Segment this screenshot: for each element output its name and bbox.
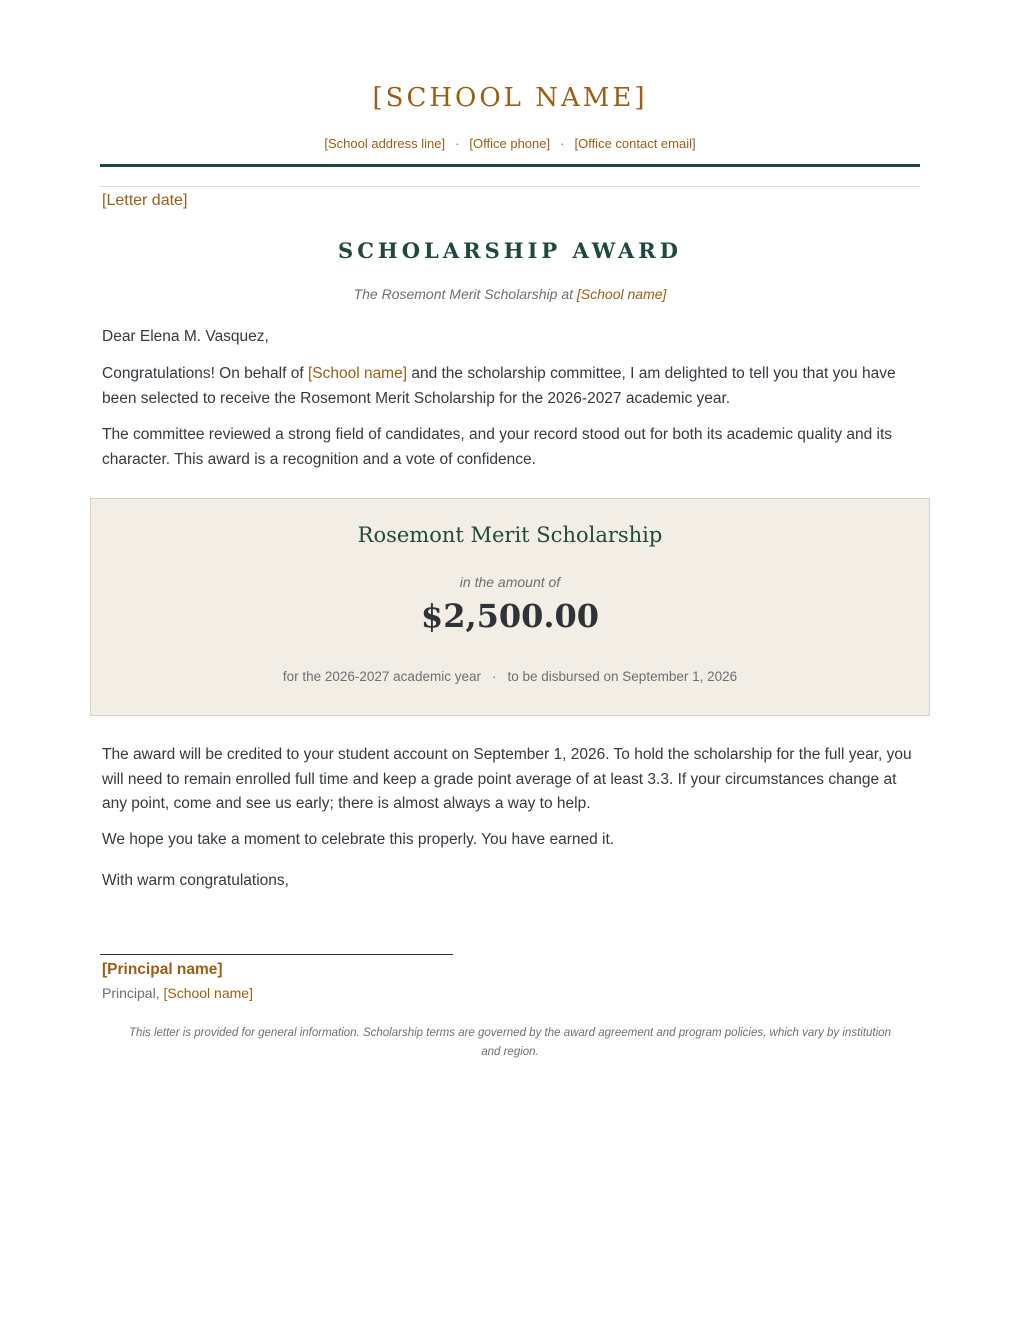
closing: With warm congratulations, xyxy=(102,872,289,889)
principal-title-text: Principal, xyxy=(102,985,164,1001)
office-phone: [Office phone] xyxy=(469,136,551,151)
header-divider xyxy=(100,186,920,187)
paragraph-text: Congratulations! On behalf of xyxy=(102,365,308,382)
contact-line xyxy=(100,136,920,151)
award-separator: · xyxy=(491,669,497,684)
letter-page xyxy=(100,0,920,1320)
signature-line xyxy=(100,954,453,955)
contact-separator: · xyxy=(560,136,565,151)
award-amount: $2,500.00 xyxy=(420,597,600,635)
award-details xyxy=(91,669,929,684)
paragraph-text: and the scholarship committee, I am delighted to tell you that you have been selected to receive the Rosemont Merit Scholarship for the 2026-2027 academic year. xyxy=(102,365,896,407)
school-name-placeholder: [School name] xyxy=(307,365,408,382)
award-box xyxy=(90,498,930,716)
paragraph-terms: The award will be credited to your student account on September 1, 2026. To hold the scholarship for the full year, you will need to remain enrolled full time and keep a grade point average of at least 3.3. If your circumstances change at any point, come and see us early; there is almost always a way to help. xyxy=(102,746,912,812)
paragraph-committee: The committee reviewed a strong field of candidates, and your record stood out for both its academic quality and its character. This award is a recognition and a vote of confidence. xyxy=(102,426,893,468)
salutation: Dear Elena M. Vasquez, xyxy=(102,328,269,345)
award-amount-label: in the amount of xyxy=(459,574,561,590)
disclaimer: This letter is provided for general information. Scholarship terms are governed by the award agreement and program policies, which vary by institution and region. xyxy=(129,1027,891,1058)
subtitle-school-placeholder: [School name] xyxy=(576,286,667,302)
principal-name: [Principal name] xyxy=(102,961,223,978)
principal-title xyxy=(102,985,253,1001)
letter-date: [Letter date] xyxy=(102,192,188,209)
document-subtitle xyxy=(100,286,920,302)
award-name: Rosemont Merit Scholarship xyxy=(357,523,663,547)
award-disbursement: to be disbursed on September 1, 2026 xyxy=(507,669,738,684)
award-year: for the 2026-2027 academic year xyxy=(282,669,481,684)
principal-school-placeholder: [School name] xyxy=(163,985,253,1001)
paragraph-celebrate: We hope you take a moment to celebrate this properly. You have earned it. xyxy=(102,831,615,848)
header-rule xyxy=(100,164,920,167)
paragraph-congratulations xyxy=(102,362,914,411)
school-address: [School address line] xyxy=(324,136,446,151)
subtitle-text: The Rosemont Merit Scholarship at xyxy=(353,286,577,302)
school-name-heading: [SCHOOL NAME] xyxy=(372,83,648,113)
document-title: SCHOLARSHIP AWARD xyxy=(338,238,682,263)
office-email: [Office contact email] xyxy=(574,136,696,151)
contact-separator: · xyxy=(455,136,460,151)
